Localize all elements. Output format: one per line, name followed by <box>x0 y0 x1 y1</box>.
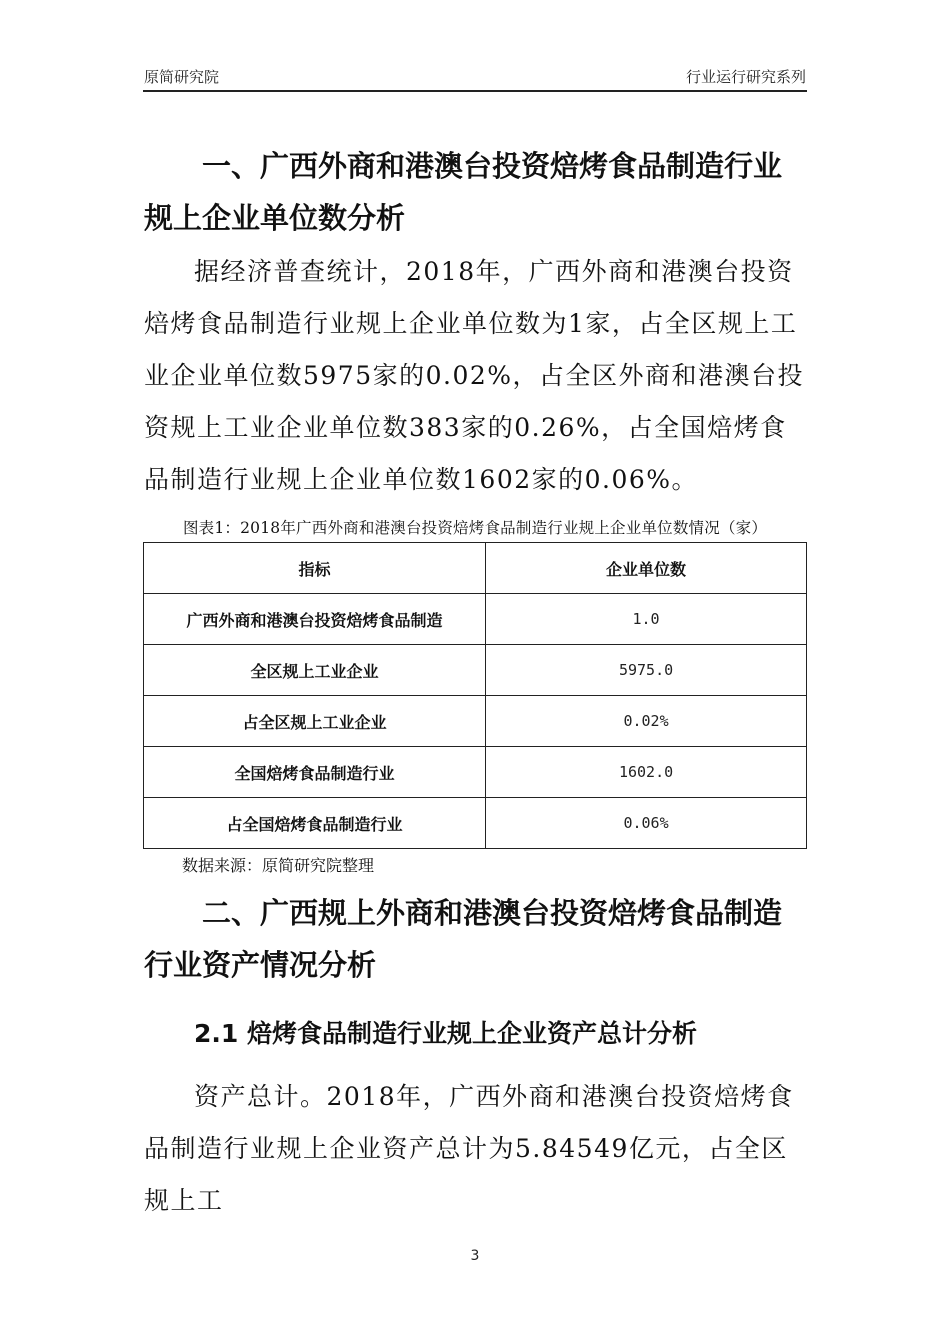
row-label: 广西外商和港澳台投资焙烤食品制造 <box>144 594 486 645</box>
table-header-indicator: 指标 <box>144 543 486 594</box>
table-row <box>144 696 807 747</box>
section-2-title: 二、广西规上外商和港澳台投资焙烤食品制造行业资产情况分析 <box>144 896 783 982</box>
table-row <box>144 747 807 798</box>
row-value: 0.02% <box>486 696 807 747</box>
page-body <box>144 140 806 1227</box>
table-source-note: 数据来源：原简研究院整理 <box>182 856 375 875</box>
row-value: 0.06% <box>486 798 807 849</box>
row-value: 1602.0 <box>486 747 807 798</box>
table-caption: 图表1：2018年广西外商和港澳台投资焙烤食品制造行业规上企业单位数情况（家） <box>182 519 768 537</box>
row-value: 5975.0 <box>486 645 807 696</box>
table-row <box>144 798 807 849</box>
page-number: 3 <box>470 1248 480 1264</box>
row-label: 全区规上工业企业 <box>144 645 486 696</box>
header-divider <box>143 90 807 92</box>
table-header-count: 企业单位数 <box>486 543 807 594</box>
table-row <box>144 645 807 696</box>
section-2-paragraph: 资产总计。2018年，广西外商和港澳台投资焙烤食品制造行业规上企业资产总计为5.84549亿元，占全区规上工 <box>144 1082 794 1215</box>
row-label: 占全国焙烤食品制造行业 <box>144 798 486 849</box>
subsection-2-1-title: 2.1 焙烤食品制造行业规上企业资产总计分析 <box>194 1019 697 1048</box>
table-header-row <box>144 543 807 594</box>
table-row <box>144 594 807 645</box>
row-label: 占全区规上工业企业 <box>144 696 486 747</box>
data-table <box>143 542 807 849</box>
section-1-paragraph: 据经济普查统计，2018年，广西外商和港澳台投资焙烤食品制造行业规上企业单位数为1家，占全区规上工业企业单位数5975家的0.02%，占全区外商和港澳台投资规上工业企业单位数383家的0.26%，占全国焙烤食品制造行业规上企业单位数1602家的0.06%。 <box>144 257 805 494</box>
section-1-title: 一、广西外商和港澳台投资焙烤食品制造行业规上企业单位数分析 <box>144 149 783 235</box>
row-value: 1.0 <box>486 594 807 645</box>
header-series-name: 行业运行研究系列 <box>685 68 806 86</box>
header-org-name: 原简研究院 <box>144 68 220 86</box>
row-label: 全国焙烤食品制造行业 <box>144 747 486 798</box>
